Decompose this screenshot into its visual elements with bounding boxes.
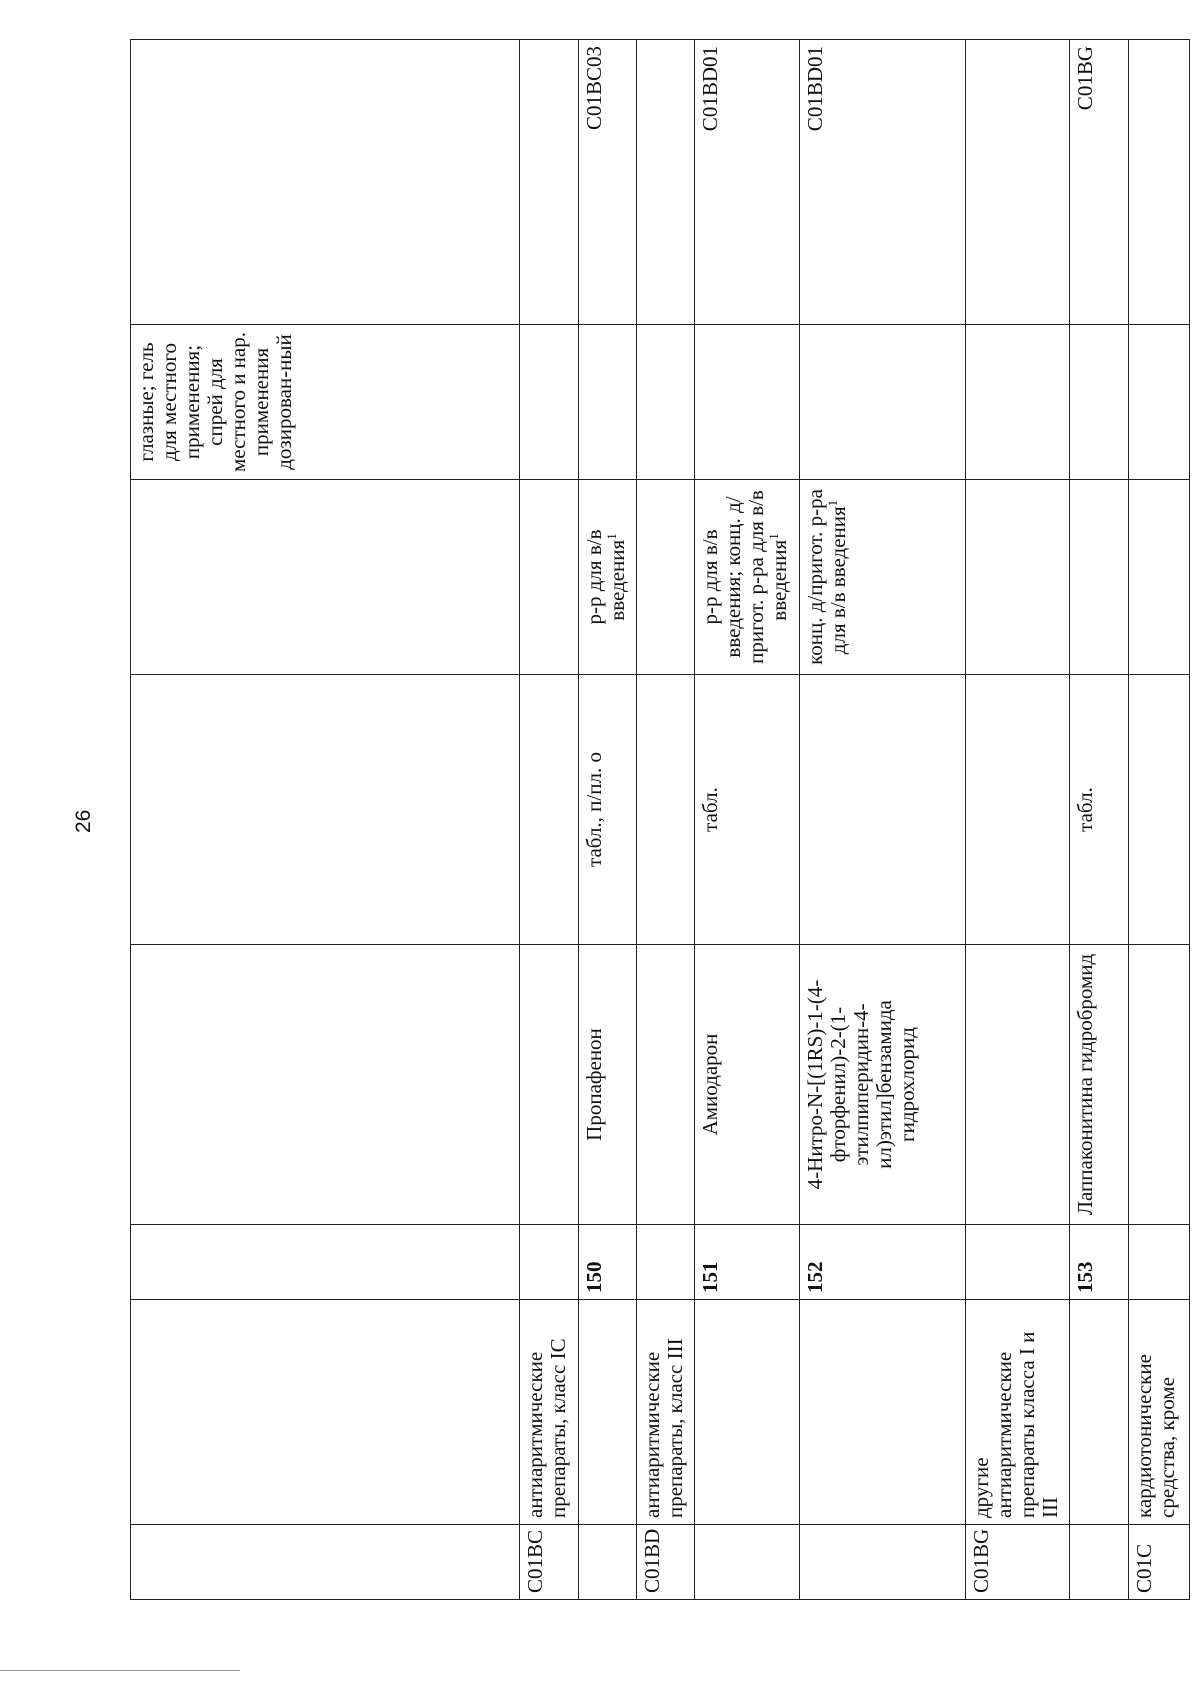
- cell-form-tablet: табл., п/пл. о: [578, 675, 636, 945]
- cell-number: 152: [799, 1225, 965, 1300]
- cell-form-other: [520, 325, 578, 480]
- table-row: [1128, 40, 1190, 1600]
- cell-form-tablet: [799, 675, 965, 945]
- cell-atc: C01BD01: [799, 40, 965, 325]
- footnote-marker: 1: [824, 499, 840, 507]
- cell-name: [1128, 945, 1190, 1225]
- cell-number: [636, 1225, 694, 1300]
- medicines-table: [130, 40, 1190, 1600]
- cell-group: [695, 1300, 799, 1525]
- cell-form-other: [1070, 325, 1128, 480]
- cell-atc: C01BG: [1070, 40, 1128, 325]
- cell-code: [1070, 1525, 1128, 1600]
- cell-form-injection: [1070, 480, 1128, 675]
- cell-group: другие антиаритмические препараты класса I и III: [965, 1300, 1069, 1525]
- cell-name: [131, 945, 520, 1225]
- cell-group: [131, 1300, 520, 1525]
- cell-number: [520, 1225, 578, 1300]
- cell-form-other: [1128, 325, 1190, 480]
- cell-name: Амиодарон: [695, 945, 799, 1225]
- cell-form-other: [965, 325, 1069, 480]
- cell-code: C01BG: [965, 1525, 1069, 1600]
- cell-group: кардиотонические средства, кроме: [1128, 1300, 1190, 1525]
- cell-atc: [1128, 40, 1190, 325]
- cell-group: [799, 1300, 965, 1525]
- cell-form-injection: [636, 480, 694, 675]
- cell-form-other: [578, 325, 636, 480]
- cell-group: [1070, 1300, 1128, 1525]
- cell-code: C01C: [1128, 1525, 1190, 1600]
- cell-name: Пропафенон: [578, 945, 636, 1225]
- cell-form-tablet: [131, 675, 520, 945]
- table-row: [131, 40, 520, 1600]
- cell-number: [131, 1225, 520, 1300]
- cell-group: антиаритмические препараты, класс III: [636, 1300, 694, 1525]
- table-row: [1070, 40, 1128, 1600]
- footer-rule: [0, 1670, 240, 1671]
- table-row: [695, 40, 799, 1600]
- cell-form-injection: [965, 480, 1069, 675]
- table-row: [636, 40, 694, 1600]
- cell-number: [965, 1225, 1069, 1300]
- cell-form-injection: [1128, 480, 1190, 675]
- cell-form-other: [695, 325, 799, 480]
- cell-form-injection: р-р для в/в введения$^1$: [578, 480, 636, 675]
- cell-atc: C01BD01: [695, 40, 799, 325]
- cell-atc: [965, 40, 1069, 325]
- cell-name: [965, 945, 1069, 1225]
- cell-atc: [131, 40, 520, 325]
- cell-form-injection: конц. д/пригот. р-ра для в/в введения$^1$: [799, 480, 965, 675]
- cell-name: 4-Нитро-N-[(1RS)-1-(4-фторфенил)-2-(1-этилпиперидин-4-ил)этил]бензамида гидрохлорид: [799, 945, 965, 1225]
- cell-form-tablet: табл.: [1070, 675, 1128, 945]
- cell-code: C01BC: [520, 1525, 578, 1600]
- cell-number: 151: [695, 1225, 799, 1300]
- cell-code: [799, 1525, 965, 1600]
- cell-form-other: глазные; гель для местного применения; спрей для местного и нар. применения дозирован-ный: [131, 325, 520, 480]
- cell-form-other: [636, 325, 694, 480]
- cell-atc: [520, 40, 578, 325]
- table-row: [799, 40, 965, 1600]
- cell-form-tablet: табл.: [695, 675, 799, 945]
- cell-name: Лаппаконитина гидробромид: [1070, 945, 1128, 1225]
- cell-form-other: [799, 325, 965, 480]
- cell-code: [578, 1525, 636, 1600]
- cell-number: [1128, 1225, 1190, 1300]
- table-row: [965, 40, 1069, 1600]
- footnote-marker: 1: [766, 533, 782, 540]
- cell-form-tablet: [520, 675, 578, 945]
- cell-form-tablet: [1128, 675, 1190, 945]
- cell-form-injection: [131, 480, 520, 675]
- page-number: 26: [72, 809, 95, 833]
- cell-atc: [636, 40, 694, 325]
- cell-name: [520, 945, 578, 1225]
- cell-number: 150: [578, 1225, 636, 1300]
- cell-form-tablet: [965, 675, 1069, 945]
- footnote-marker: 1: [603, 533, 619, 540]
- cell-form-injection: р-р для в/в введения; конц. д/пригот. р-ра для в/в введения$^1$: [695, 480, 799, 675]
- cell-atc: C01BC03: [578, 40, 636, 325]
- cell-group: [578, 1300, 636, 1525]
- table-row: [520, 40, 578, 1600]
- cell-number: 153: [1070, 1225, 1128, 1300]
- cell-group: антиаритмические препараты, класс IC: [520, 1300, 578, 1525]
- cell-form-injection: [520, 480, 578, 675]
- cell-name: [636, 945, 694, 1225]
- cell-form-tablet: [636, 675, 694, 945]
- cell-code: [695, 1525, 799, 1600]
- cell-code: [131, 1525, 520, 1600]
- cell-code: C01BD: [636, 1525, 694, 1600]
- table-row: [578, 40, 636, 1600]
